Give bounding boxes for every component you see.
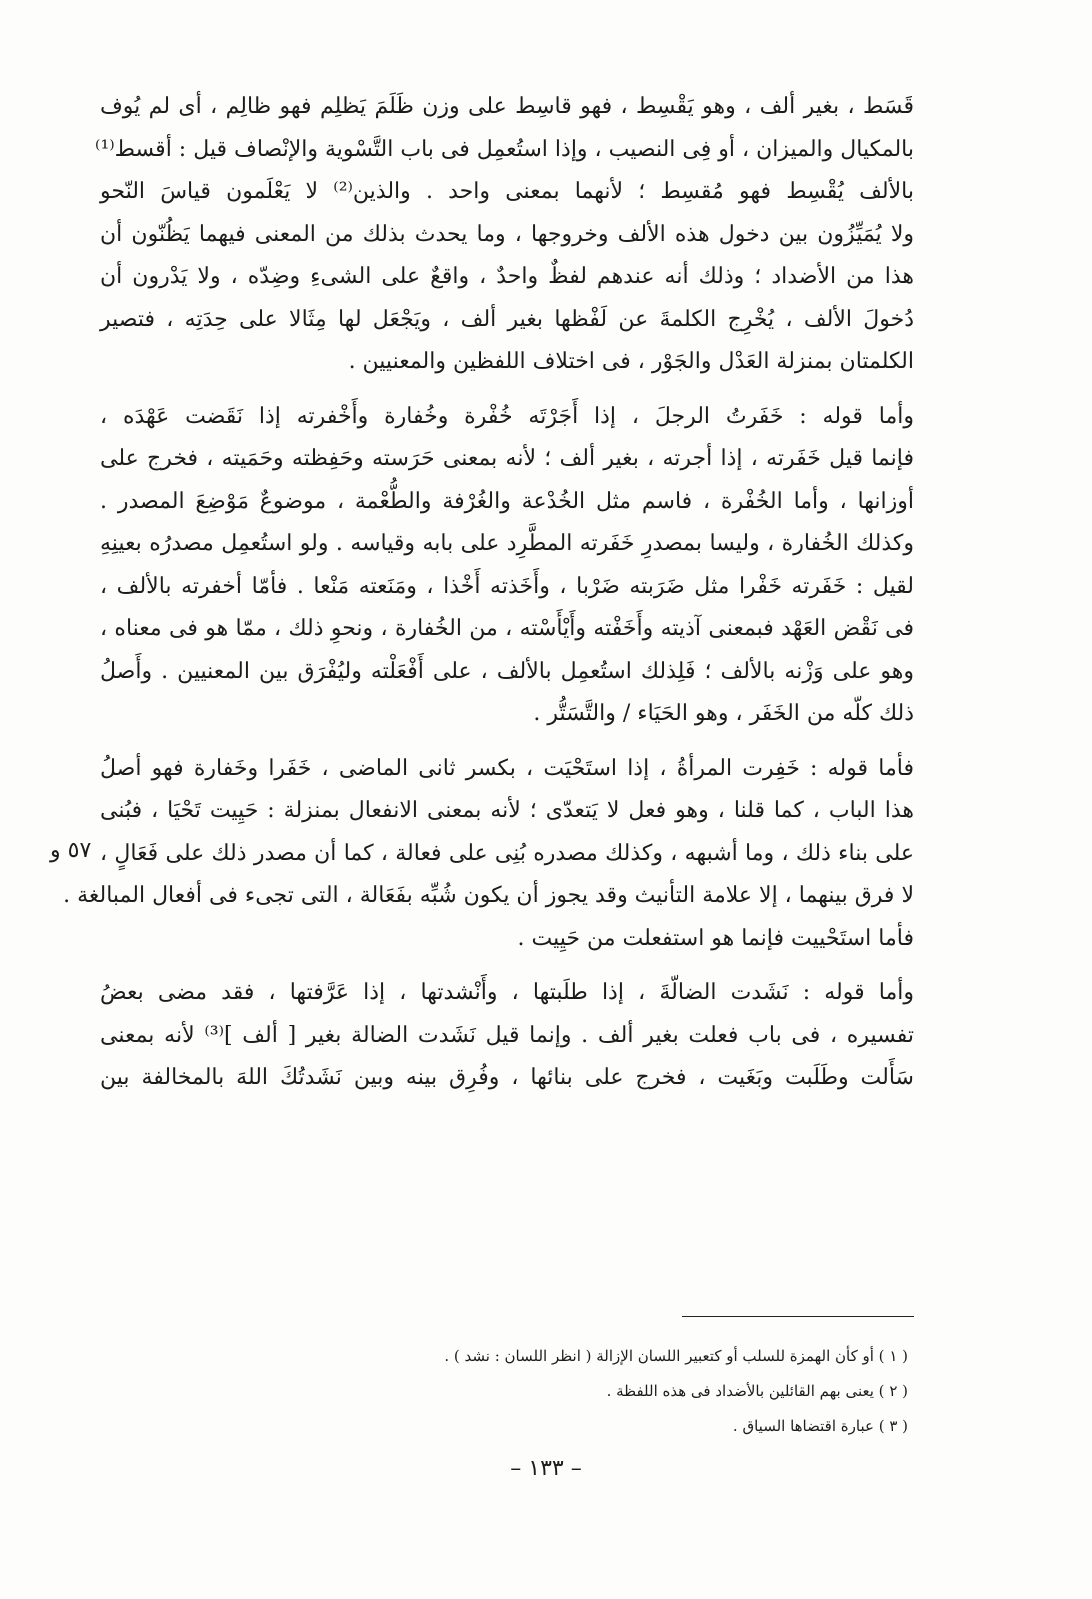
text-line: أوزانها ، وأما الخُفْرة ، فاسم مثل الخُدْعة والغُرْفة والطُّعْمة ، موضوعٌ مَوْضِعَ المصدر .: [100, 488, 914, 514]
paragraph-2: [100, 396, 914, 736]
footnote: ( ٢ ) يعنى بهم القائلين بالأضداد فى هذه اللفظة .: [606, 1382, 908, 1400]
text-line: دُخولَ الألف ، يُخْرِج الكلمةَ عن لَفْظها بغير ألف ، ويَجْعَل لها مِثَالا على حِدَتِه ، فتصير: [100, 306, 914, 332]
paragraph-1: [95, 86, 915, 384]
text-line: فأما استَحْييت فإنما هو استفعلت من حَيِيت .: [517, 925, 914, 951]
text-line: وكذلك الخُفارة ، وليسا بمصدرِ خَفَرته المطَّرِد على بابه وقياسه . ولو استُعمِل مصدرُه بعينِهِ: [100, 531, 914, 556]
text-line: لا فرق بينهما ، إلا علامة التأنيث وقد يجوز أن يكون شُبِّه بفَعَالة ، التى تجىء فى أفعال المبالغة .: [63, 883, 914, 908]
text-line: سَأَلت وطَلَبت وبَغَيت ، فخرج على بنائها ، وفُرِق بينه وبين نَشَدتُكَ اللهَ بالمخالفة بين: [100, 1065, 914, 1090]
text-line: بالمكيال والميزان ، أو فِى النصيب ، وإذا استُعمِل فى باب التَّسْوية والإنْصاف قيل : أقسط⁽¹⁾: [95, 136, 914, 162]
text-line: وهو على وَزْنه بالألف ؛ فَلِذلك استُعمِل بالألف ، على أَفْعَلْته وليُفْرَق بين المعنيين . وأَصلُ: [100, 658, 914, 684]
footnotes: [100, 1339, 908, 1444]
text-line: لقيل : خَفَرته خَفْرا مثل ضَرَبته ضَرْبا ، وأَخَذته أَخْذا ، ومَنَعته مَنْعا . فأمّا أخفرته بالألف ،: [100, 573, 914, 599]
text-line: وأما قوله : خَفَرتُ الرجلَ ، إذا أَجَرْتَه خُفْرة وخُفارة وأَخْفرته إذا نَقَضت عَهْدَه ،: [100, 403, 914, 429]
text-line: الكلمتان بمنزلة العَدْل والجَوْر ، فى اختلاف اللفظين والمعنيين .: [348, 349, 914, 374]
footnote: ( ٣ ) عبارة اقتضاها السياق .: [732, 1417, 908, 1435]
margin-folio-note: ٥٧ و: [50, 838, 92, 863]
text-line: تفسيره ، فى باب فعلت بغير ألف . وإنما قيل نَشَدت الضالة بغير [ ألف ]⁽³⁾ لأنه بمعنى: [100, 1022, 914, 1048]
text-line: هذا الباب ، كما قلنا ، وهو فعل لا يَتعدّى ؛ لأنه بمعنى الانفعال بمنزلة : حَيِيت تَحْيَا ، فبُنى: [100, 798, 914, 823]
text-line: هذا من الأضداد ؛ وذلك أنه عندهم لفظٌ واحدٌ ، واقعٌ على الشىءِ وضِدّه ، ولا يَدْرون أن: [100, 264, 914, 289]
text-line: بالألف يُقْسِط فهو مُقسِط ؛ لأنهما بمعنى واحد . والذين⁽²⁾ لا يَعْلَمون قياسَ النّحو: [100, 179, 915, 204]
footnote: ( ١ ) أو كأن الهمزة للسلب أو كتعبير اللسان الإزالة ( انظر اللسان : نشد ) .: [444, 1347, 908, 1365]
footnote-separator: [682, 1316, 914, 1317]
text-line: قَسَط ، بغير ألف ، وهو يَقْسِط ، فهو قاسِط على وزن ظَلَمَ يَظلِم فهو ظالِم ، أى لم يُوف: [100, 94, 914, 119]
text-line: على بناء ذلك ، وما أشبهه ، وكذلك مصدره بُنِى على فعالة ، كما أن مصدر ذلك على فَعَالٍ ،: [100, 840, 914, 866]
text-line: فإنما قيل خَفَرته ، إذا أجرته ، بغير ألف ؛ لأنه بمعنى حَرَسته وحَفِظته وحَمَيته ، فخرج على: [100, 446, 914, 471]
text-line: فأما قوله : خَفِرت المرأةُ ، إذا استَحْيَت ، بكسر ثانى الماضى ، خَفَرا وخَفارة فهو أصلُ: [100, 755, 914, 781]
page-number: – ١٣٣ –: [510, 1456, 582, 1481]
paragraph-4: [100, 972, 914, 1100]
text-line: ولا يُمَيِّزُون بين دخول هذه الألف وخروجها ، وما يحدث بذلك من المعنى فيهما يَظُنّون أن: [100, 221, 914, 247]
text-line: وأما قوله : نَشَدت الضالّةَ ، إذا طلَبتها ، وأَنْشدتها ، إذا عَرَّفتها ، فقد مضى بعضُ: [100, 980, 914, 1005]
text-line: ذلك كلّه من الخَفَر ، وهو الحَيَاء / والتَّسَتُّر .: [533, 701, 914, 726]
text-line: فى نَقْض العَهْد فبمعنى آذيته وأَخَفْته وأَيْأَسْته ، من الخُفارة ، ونحوِ ذلك ، ممّا هو فى معناه ،: [100, 616, 914, 641]
